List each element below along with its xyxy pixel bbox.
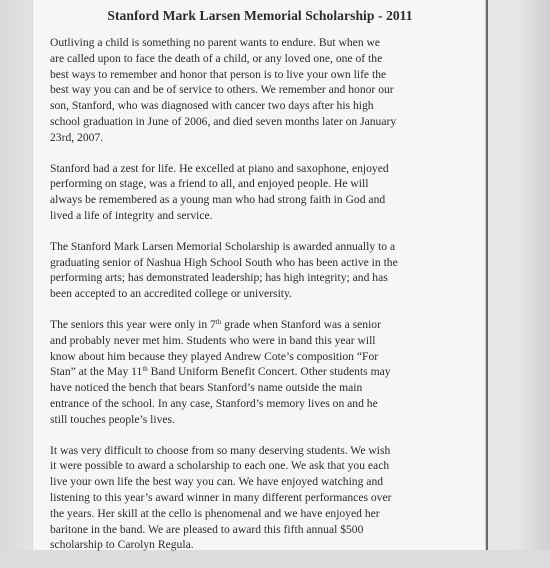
document-title: Stanford Mark Larsen Memorial Scholarship - 2011 xyxy=(107,8,413,23)
text-line: Stanford had a zest for life. He excelled at piano and saxophone, enjoyed xyxy=(50,161,389,175)
text-line: always be remembered as a young man who had strong faith in God and xyxy=(50,193,386,207)
text-line: know about him because they played Andrew Cote’s composition “For xyxy=(50,349,379,363)
text-line: 23rd, 2007. xyxy=(50,130,104,144)
text-line: listening to this year’s award winner in many different performances over xyxy=(50,490,392,504)
text-line: Outliving a child is something no parent wants to endure. But when we xyxy=(50,36,381,49)
text-line: It was very difficult to choose from so many deserving students. We wish xyxy=(50,443,391,457)
text-line xyxy=(50,317,470,333)
text-line: it were possible to award a scholarship to each one. We ask that you each xyxy=(50,459,390,473)
text-line xyxy=(50,364,470,380)
text-line: school graduation in June of 2006, and died seven months later on January xyxy=(50,114,397,128)
paragraph-award-winner xyxy=(50,443,470,554)
paper-edge-shadow xyxy=(486,0,488,550)
text-line: best ways to remember and honor that person is to live your own life the xyxy=(50,67,387,81)
text-run: The seniors this year were only in 7 xyxy=(50,317,216,331)
paragraph-seniors xyxy=(50,317,470,428)
paragraph-intro xyxy=(50,35,470,146)
text-line: performing arts; has demonstrated leadership; has high integrity; and has xyxy=(50,271,388,285)
text-line: been accepted to an accredited college or university. xyxy=(50,287,292,301)
text-line: graduating senior of Nashua High School South who has been active in the xyxy=(50,255,398,269)
text-line: performing on stage, was a friend to all, and enjoyed people. He will xyxy=(50,177,369,191)
text-run: Band Uniform Benefit Concert. Other students may xyxy=(147,365,391,379)
text-run: grade when Stanford was a senior xyxy=(221,317,381,331)
paragraph-scholarship-criteria xyxy=(50,239,470,302)
text-line: still touches people’s lives. xyxy=(50,412,175,426)
text-line: the years. Her skill at the cello is phenomenal and we have enjoyed her xyxy=(50,506,380,520)
text-line: entrance of the school. In any case, Stanford’s memory lives on and he xyxy=(50,396,378,410)
text-line: lived a life of integrity and service. xyxy=(50,208,213,222)
text-run: Stan” at the May 11 xyxy=(50,365,143,379)
text-line: scholarship to Carolyn Regula. xyxy=(50,538,194,552)
text-line: baritone in the band. We are pleased to award this fifth annual $500 xyxy=(50,522,364,536)
document-body xyxy=(50,8,470,568)
text-line: are called upon to face the death of a child, or any loved one, one of the xyxy=(50,51,383,65)
ordinal-superscript: th xyxy=(142,365,148,374)
text-line: The Stanford Mark Larsen Memorial Scholarship is awarded annually to a xyxy=(50,239,396,253)
text-line: best way you can and be of service to others. We remember and honor our xyxy=(50,83,394,97)
ordinal-superscript: th xyxy=(215,317,222,326)
text-line: son, Stanford, who was diagnosed with cancer two days after his high xyxy=(50,99,374,113)
paragraph-zest-for-life xyxy=(50,161,470,224)
text-line: and probably never met him. Students who were in band this year will xyxy=(50,333,376,347)
text-line: live your own life the best way you can. We have enjoyed watching and xyxy=(50,475,384,489)
text-line: have noticed the bench that bears Stanford’s name outside the main xyxy=(50,381,363,395)
